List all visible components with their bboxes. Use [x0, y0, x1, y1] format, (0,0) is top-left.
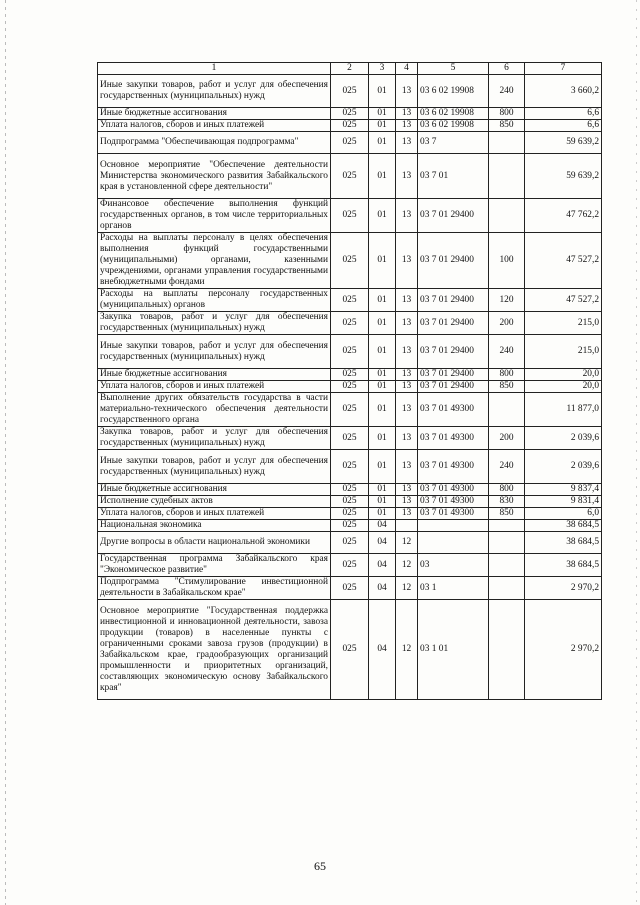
target-article-cell: 03 6 02 19908 — [418, 108, 489, 120]
subsection-code-cell: 13 — [396, 233, 418, 289]
target-article-cell — [418, 532, 489, 554]
target-article-cell: 03 7 01 49300 — [418, 484, 489, 496]
table-row — [98, 496, 602, 508]
table-row — [98, 154, 602, 199]
amount-cell: 47 527,2 — [525, 233, 602, 289]
expense-type-cell: 240 — [489, 75, 525, 108]
table-row — [98, 132, 602, 154]
amount-cell: 59 639,2 — [525, 132, 602, 154]
target-article-cell: 03 7 01 49300 — [418, 393, 489, 427]
gr-code-cell: 025 — [331, 484, 369, 496]
subsection-code-cell: 13 — [396, 508, 418, 520]
amount-cell: 215,0 — [525, 312, 602, 335]
amount-cell: 3 660,2 — [525, 75, 602, 108]
expense-type-cell — [489, 199, 525, 233]
gr-code-cell: 025 — [331, 289, 369, 312]
gr-code-cell: 025 — [331, 369, 369, 381]
amount-cell: 38 684,5 — [525, 532, 602, 554]
row-name-cell: Иные бюджетные ассигнования — [98, 484, 331, 496]
row-name-cell: Иные бюджетные ассигнования — [98, 108, 331, 120]
row-name-cell: Уплата налогов, сборов и иных платежей — [98, 381, 331, 393]
subsection-code-cell: 13 — [396, 108, 418, 120]
section-code-cell: 01 — [369, 450, 396, 484]
target-article-cell: 03 7 01 49300 — [418, 450, 489, 484]
amount-cell: 47 527,2 — [525, 289, 602, 312]
subsection-code-cell: 13 — [396, 450, 418, 484]
section-code-cell: 04 — [369, 520, 396, 532]
expense-type-cell: 850 — [489, 381, 525, 393]
subsection-code-cell: 13 — [396, 496, 418, 508]
table-row — [98, 508, 602, 520]
expense-type-cell: 850 — [489, 508, 525, 520]
subsection-code-cell: 12 — [396, 532, 418, 554]
gr-code-cell: 025 — [331, 496, 369, 508]
amount-cell: 59 639,2 — [525, 154, 602, 199]
section-code-cell: 01 — [369, 393, 396, 427]
table-row — [98, 532, 602, 554]
header-cell: 1 — [98, 63, 331, 75]
table-row — [98, 577, 602, 600]
target-article-cell: 03 7 01 29400 — [418, 381, 489, 393]
expense-type-cell: 800 — [489, 108, 525, 120]
subsection-code-cell: 13 — [396, 335, 418, 369]
subsection-code-cell: 13 — [396, 427, 418, 450]
section-code-cell: 01 — [369, 132, 396, 154]
gr-code-cell: 025 — [331, 154, 369, 199]
expense-type-cell — [489, 520, 525, 532]
subsection-code-cell: 12 — [396, 554, 418, 577]
row-name-cell: Финансовое обеспечение выполнения функций государственных органов, в том числе территориальных органов — [98, 199, 331, 233]
gr-code-cell: 025 — [331, 233, 369, 289]
amount-cell: 6,6 — [525, 108, 602, 120]
expense-type-cell — [489, 554, 525, 577]
subsection-code-cell: 13 — [396, 132, 418, 154]
gr-code-cell: 025 — [331, 120, 369, 132]
scan-edge-left — [5, 0, 6, 905]
header-cell: 7 — [525, 63, 602, 75]
gr-code-cell: 025 — [331, 393, 369, 427]
amount-cell: 9 831,4 — [525, 496, 602, 508]
row-name-cell: Иные закупки товаров, работ и услуг для обеспечения государственных (муниципальных) нужд — [98, 450, 331, 484]
budget-table — [97, 62, 602, 700]
gr-code-cell: 025 — [331, 381, 369, 393]
gr-code-cell: 025 — [331, 554, 369, 577]
section-code-cell: 01 — [369, 335, 396, 369]
section-code-cell: 01 — [369, 381, 396, 393]
table-row — [98, 600, 602, 700]
gr-code-cell: 025 — [331, 508, 369, 520]
table-row — [98, 75, 602, 108]
table-row — [98, 199, 602, 233]
row-name-cell: Другие вопросы в области национальной экономики — [98, 532, 331, 554]
amount-cell: 6,0 — [525, 508, 602, 520]
target-article-cell: 03 7 01 29400 — [418, 233, 489, 289]
section-code-cell: 01 — [369, 312, 396, 335]
expense-type-cell — [489, 600, 525, 700]
row-name-cell: Основное мероприятие "Обеспечение деятельности Министерства экономического развития Забайкальского края в установленной сфере деятельности" — [98, 154, 331, 199]
target-article-cell: 03 7 01 29400 — [418, 335, 489, 369]
section-code-cell: 01 — [369, 108, 396, 120]
amount-cell: 38 684,5 — [525, 554, 602, 577]
section-code-cell: 01 — [369, 120, 396, 132]
table-row — [98, 335, 602, 369]
gr-code-cell: 025 — [331, 199, 369, 233]
gr-code-cell: 025 — [331, 108, 369, 120]
target-article-cell: 03 7 01 29400 — [418, 199, 489, 233]
subsection-code-cell: 12 — [396, 600, 418, 700]
row-name-cell: Подпрограмма "Стимулирование инвестиционной деятельности в Забайкальском крае" — [98, 577, 331, 600]
gr-code-cell: 025 — [331, 532, 369, 554]
target-article-cell: 03 7 — [418, 132, 489, 154]
table-row — [98, 381, 602, 393]
row-name-cell: Уплата налогов, сборов и иных платежей — [98, 508, 331, 520]
target-article-cell: 03 7 01 — [418, 154, 489, 199]
scan-edge-right — [636, 0, 637, 905]
table-row — [98, 484, 602, 496]
gr-code-cell: 025 — [331, 520, 369, 532]
row-name-cell: Исполнение судебных актов — [98, 496, 331, 508]
amount-cell: 38 684,5 — [525, 520, 602, 532]
expense-type-cell: 800 — [489, 369, 525, 381]
table-row — [98, 369, 602, 381]
row-name-cell: Иные закупки товаров, работ и услуг для обеспечения государственных (муниципальных) нужд — [98, 75, 331, 108]
section-code-cell: 01 — [369, 484, 396, 496]
subsection-code-cell: 13 — [396, 75, 418, 108]
amount-cell: 9 837,4 — [525, 484, 602, 496]
target-article-cell: 03 6 02 19908 — [418, 75, 489, 108]
table-row — [98, 233, 602, 289]
amount-cell: 2 039,6 — [525, 450, 602, 484]
row-name-cell: Расходы на выплаты персоналу государственных (муниципальных) органов — [98, 289, 331, 312]
subsection-code-cell: 13 — [396, 369, 418, 381]
gr-code-cell: 025 — [331, 450, 369, 484]
amount-cell: 47 762,2 — [525, 199, 602, 233]
table-row — [98, 427, 602, 450]
expense-type-cell — [489, 577, 525, 600]
header-cell: 3 — [369, 63, 396, 75]
subsection-code-cell: 13 — [396, 381, 418, 393]
expense-type-cell: 240 — [489, 335, 525, 369]
section-code-cell: 01 — [369, 233, 396, 289]
page-number: 65 — [314, 859, 326, 873]
expense-type-cell: 120 — [489, 289, 525, 312]
section-code-cell: 01 — [369, 496, 396, 508]
gr-code-cell: 025 — [331, 600, 369, 700]
target-article-cell: 03 7 01 29400 — [418, 289, 489, 312]
expense-type-cell — [489, 132, 525, 154]
amount-cell: 2 970,2 — [525, 577, 602, 600]
expense-type-cell — [489, 154, 525, 199]
expense-type-cell: 800 — [489, 484, 525, 496]
row-name-cell: Иные закупки товаров, работ и услуг для обеспечения государственных (муниципальных) нужд — [98, 335, 331, 369]
section-code-cell: 04 — [369, 532, 396, 554]
subsection-code-cell: 13 — [396, 154, 418, 199]
section-code-cell: 04 — [369, 577, 396, 600]
gr-code-cell: 025 — [331, 132, 369, 154]
target-article-cell — [418, 520, 489, 532]
target-article-cell: 03 7 01 29400 — [418, 312, 489, 335]
table-row — [98, 520, 602, 532]
amount-cell: 6,6 — [525, 120, 602, 132]
target-article-cell: 03 — [418, 554, 489, 577]
row-name-cell: Основное мероприятие "Государственная поддержка инвестиционной и инновационной деятельности, завоза продукции (товаров) в населенные пункты с ограниченными сроками завоза грузов (продукции) в Забайкальском крае, градообразующих организаций промышленности и приоритетных организаций, составляющих экономическую основу Забайкальского края" — [98, 600, 331, 700]
amount-cell: 2 970,2 — [525, 600, 602, 700]
header-cell: 5 — [418, 63, 489, 75]
amount-cell: 20,0 — [525, 369, 602, 381]
header-cell: 4 — [396, 63, 418, 75]
expense-type-cell — [489, 393, 525, 427]
expense-type-cell: 100 — [489, 233, 525, 289]
section-code-cell: 01 — [369, 508, 396, 520]
gr-code-cell: 025 — [331, 75, 369, 108]
gr-code-cell: 025 — [331, 427, 369, 450]
target-article-cell: 03 7 01 29400 — [418, 369, 489, 381]
expense-type-cell: 850 — [489, 120, 525, 132]
row-name-cell: Иные бюджетные ассигнования — [98, 369, 331, 381]
target-article-cell: 03 1 01 — [418, 600, 489, 700]
row-name-cell: Закупка товаров, работ и услуг для обеспечения государственных (муниципальных) нужд — [98, 312, 331, 335]
amount-cell: 215,0 — [525, 335, 602, 369]
amount-cell: 2 039,6 — [525, 427, 602, 450]
subsection-code-cell: 13 — [396, 199, 418, 233]
section-code-cell: 04 — [369, 554, 396, 577]
header-cell: 6 — [489, 63, 525, 75]
section-code-cell: 04 — [369, 600, 396, 700]
target-article-cell: 03 6 02 19908 — [418, 120, 489, 132]
header-cell: 2 — [331, 63, 369, 75]
subsection-code-cell: 13 — [396, 289, 418, 312]
table-row — [98, 554, 602, 577]
section-code-cell: 01 — [369, 427, 396, 450]
target-article-cell: 03 7 01 49300 — [418, 508, 489, 520]
row-name-cell: Выполнение других обязательств государства в части материально-технического обеспечения деятельности государственного органа — [98, 393, 331, 427]
section-code-cell: 01 — [369, 289, 396, 312]
table-row — [98, 108, 602, 120]
row-name-cell: Подпрограмма "Обеспечивающая подпрограмма" — [98, 132, 331, 154]
table-row — [98, 120, 602, 132]
row-name-cell: Уплата налогов, сборов и иных платежей — [98, 120, 331, 132]
subsection-code-cell — [396, 520, 418, 532]
row-name-cell: Расходы на выплаты персоналу в целях обеспечения выполнения функций государственными (муниципальными) органами, казенными учреждениями, органами управления государственными внебюджетными фондами — [98, 233, 331, 289]
table-row — [98, 393, 602, 427]
table-row — [98, 289, 602, 312]
row-name-cell: Национальная экономика — [98, 520, 331, 532]
target-article-cell: 03 1 — [418, 577, 489, 600]
subsection-code-cell: 13 — [396, 312, 418, 335]
table-row — [98, 450, 602, 484]
subsection-code-cell: 13 — [396, 120, 418, 132]
subsection-code-cell: 12 — [396, 577, 418, 600]
section-code-cell: 01 — [369, 154, 396, 199]
gr-code-cell: 025 — [331, 577, 369, 600]
row-name-cell: Закупка товаров, работ и услуг для обеспечения государственных (муниципальных) нужд — [98, 427, 331, 450]
subsection-code-cell: 13 — [396, 393, 418, 427]
subsection-code-cell: 13 — [396, 484, 418, 496]
gr-code-cell: 025 — [331, 312, 369, 335]
expense-type-cell: 200 — [489, 427, 525, 450]
expense-type-cell: 240 — [489, 450, 525, 484]
amount-cell: 11 877,0 — [525, 393, 602, 427]
target-article-cell: 03 7 01 49300 — [418, 427, 489, 450]
gr-code-cell: 025 — [331, 335, 369, 369]
table-header-row — [98, 63, 602, 75]
target-article-cell: 03 7 01 49300 — [418, 496, 489, 508]
section-code-cell: 01 — [369, 75, 396, 108]
section-code-cell: 01 — [369, 369, 396, 381]
expense-type-cell: 830 — [489, 496, 525, 508]
table-row — [98, 312, 602, 335]
section-code-cell: 01 — [369, 199, 396, 233]
amount-cell: 20,0 — [525, 381, 602, 393]
expense-type-cell — [489, 532, 525, 554]
expense-type-cell: 200 — [489, 312, 525, 335]
row-name-cell: Государственная программа Забайкальского края "Экономическое развитие" — [98, 554, 331, 577]
